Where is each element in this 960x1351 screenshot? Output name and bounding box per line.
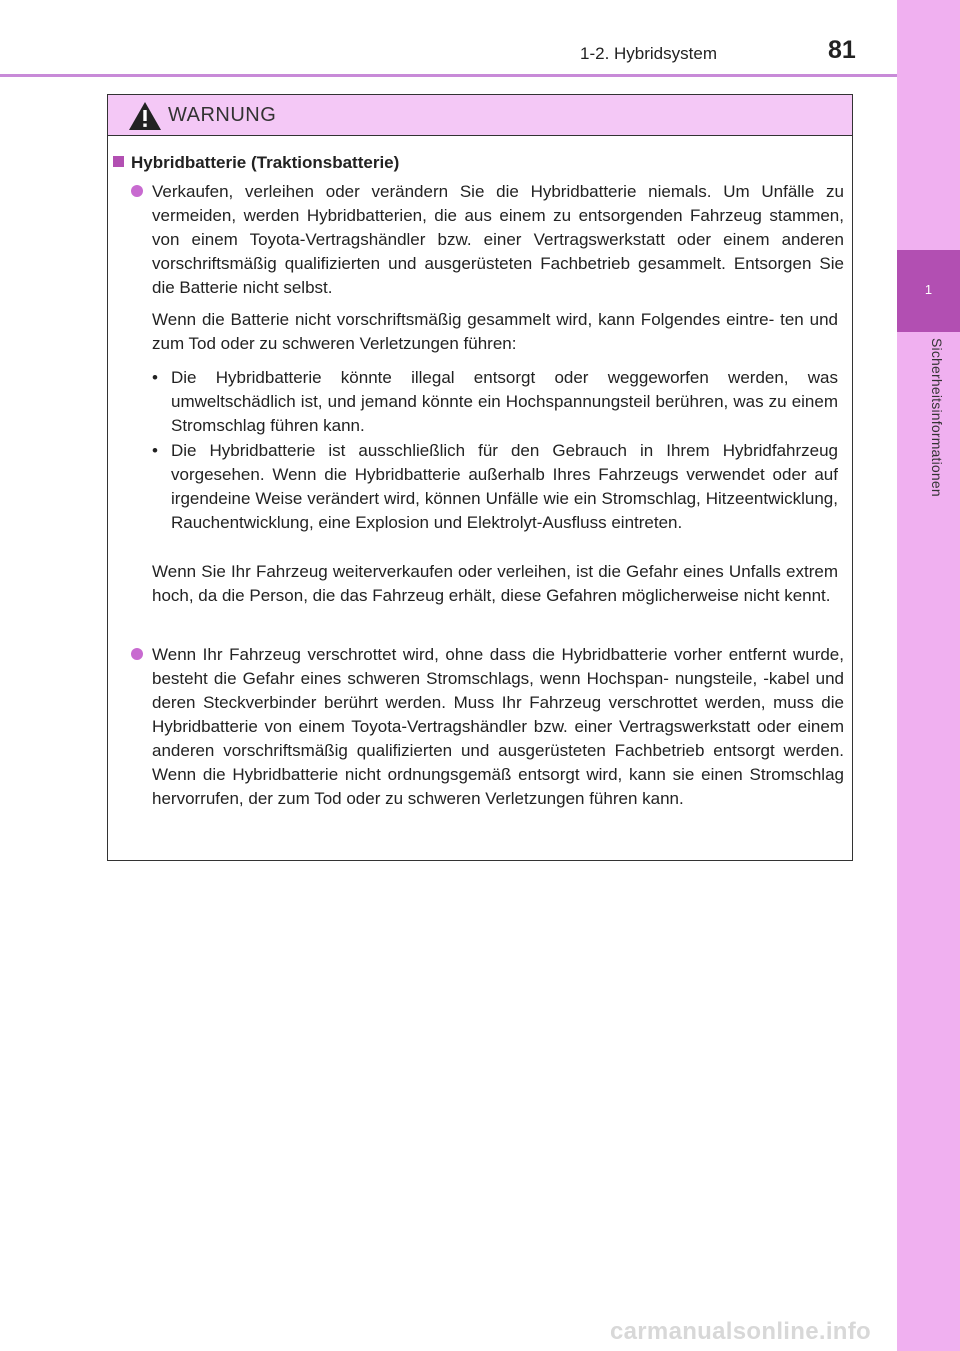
watermark: carmanualsonline.info: [610, 1318, 872, 1345]
section-title: 1-2. Hybridsystem: [580, 44, 717, 63]
header-rule: [0, 74, 897, 77]
square-bullet-icon: [113, 156, 124, 167]
side-strip: [897, 0, 960, 1351]
circle-bullet-icon: [131, 185, 143, 197]
paragraph-2: Wenn Sie Ihr Fahrzeug weiterverkaufen oder verleihen, ist die Gefahr eines Unfalls extrem hoch, da die Person, die das Fahrzeug erhält, diese Gefahren möglicherweise nicht kennt.: [152, 562, 838, 605]
list-item: [152, 366, 838, 438]
bullet-paragraph-2: Wenn Ihr Fahrzeug verschrottet wird, ohne dass die Hybridbatterie vorher entfernt wurde, besteht die Gefahr eines schweren Stromschlags, wenn Hochspan- nungsteile, -kabel und deren Steckverbinder berührt werden. Muss Ihr Fahrzeug verschrottet werden, muss die Hybridbatterie von einem Toyota-Vertragshändler bzw. einer Vertragswerkstatt oder einem anderen vorschriftsmäßig qualifizierten und ausgerüsteten Fachbetrieb entsorgt werden. Wenn die Hybridbatterie nicht ordnungsgemäß entsorgt wird, kann sie einen Stromschlag hervorrufen, der zum Tod oder zu schweren Verletzungen führen kann.: [152, 645, 844, 808]
page-number: 81: [828, 36, 856, 64]
subheading-text: Hybridbatterie (Traktionsbatterie): [131, 153, 400, 172]
warning-title: WARNUNG: [168, 104, 277, 126]
paragraph-1: Wenn die Batterie nicht vorschriftsmäßig gesammelt wird, kann Folgendes eintre- ten und zum Tod oder zu schweren Verletzungen führen:: [152, 310, 838, 353]
warning-triangle-icon: [128, 101, 162, 136]
list-item: [152, 439, 838, 535]
circle-bullet-icon: [131, 648, 143, 660]
warning-box: [107, 94, 853, 861]
dot-bullet-icon: •: [152, 368, 158, 387]
chapter-tab: [897, 250, 960, 332]
bullet-paragraph-1: Verkaufen, verleihen oder verändern Sie die Hybridbatterie niemals. Um Unfälle zu vermeiden, werden Hybridbatterien, die aus einem zu entsorgenden Fahrzeug stammen, von einem Toyota-Vertragshändler bzw. einer Vertragswerkstatt oder einem anderen vorschriftsmäßig qualifizierten und ausgerüsteten Fachbetrieb gesammelt. Entsorgen Sie die Batterie nicht selbst.: [152, 182, 844, 297]
warning-header: [108, 95, 852, 136]
list-item-text: Die Hybridbatterie ist ausschließlich für den Gebrauch in Ihrem Hybridfahrzeug vorgesehen. Wenn die Hybridbatterie außerhalb Ihres Fahrzeugs verwendet oder auf irgendeine Weise verändert wird, können Unfälle wie ein Stromschlag, Hitzeentwicklung, Rauchentwicklung, eine Explosion und Elektrolyt-Ausfluss eintreten.: [171, 441, 838, 532]
list-item-text: Die Hybridbatterie könnte illegal entsorgt oder weggeworfen werden, was umweltschädlich ist, und jemand könnte ein Hochspannungsteil berühren, was zu einem Stromschlag führen kann.: [171, 368, 838, 435]
dot-bullet-icon: •: [152, 441, 158, 460]
chapter-number: 1: [924, 282, 933, 297]
subheading: [113, 151, 399, 175]
chapter-label: Sicherheitsinformationen: [929, 338, 945, 497]
